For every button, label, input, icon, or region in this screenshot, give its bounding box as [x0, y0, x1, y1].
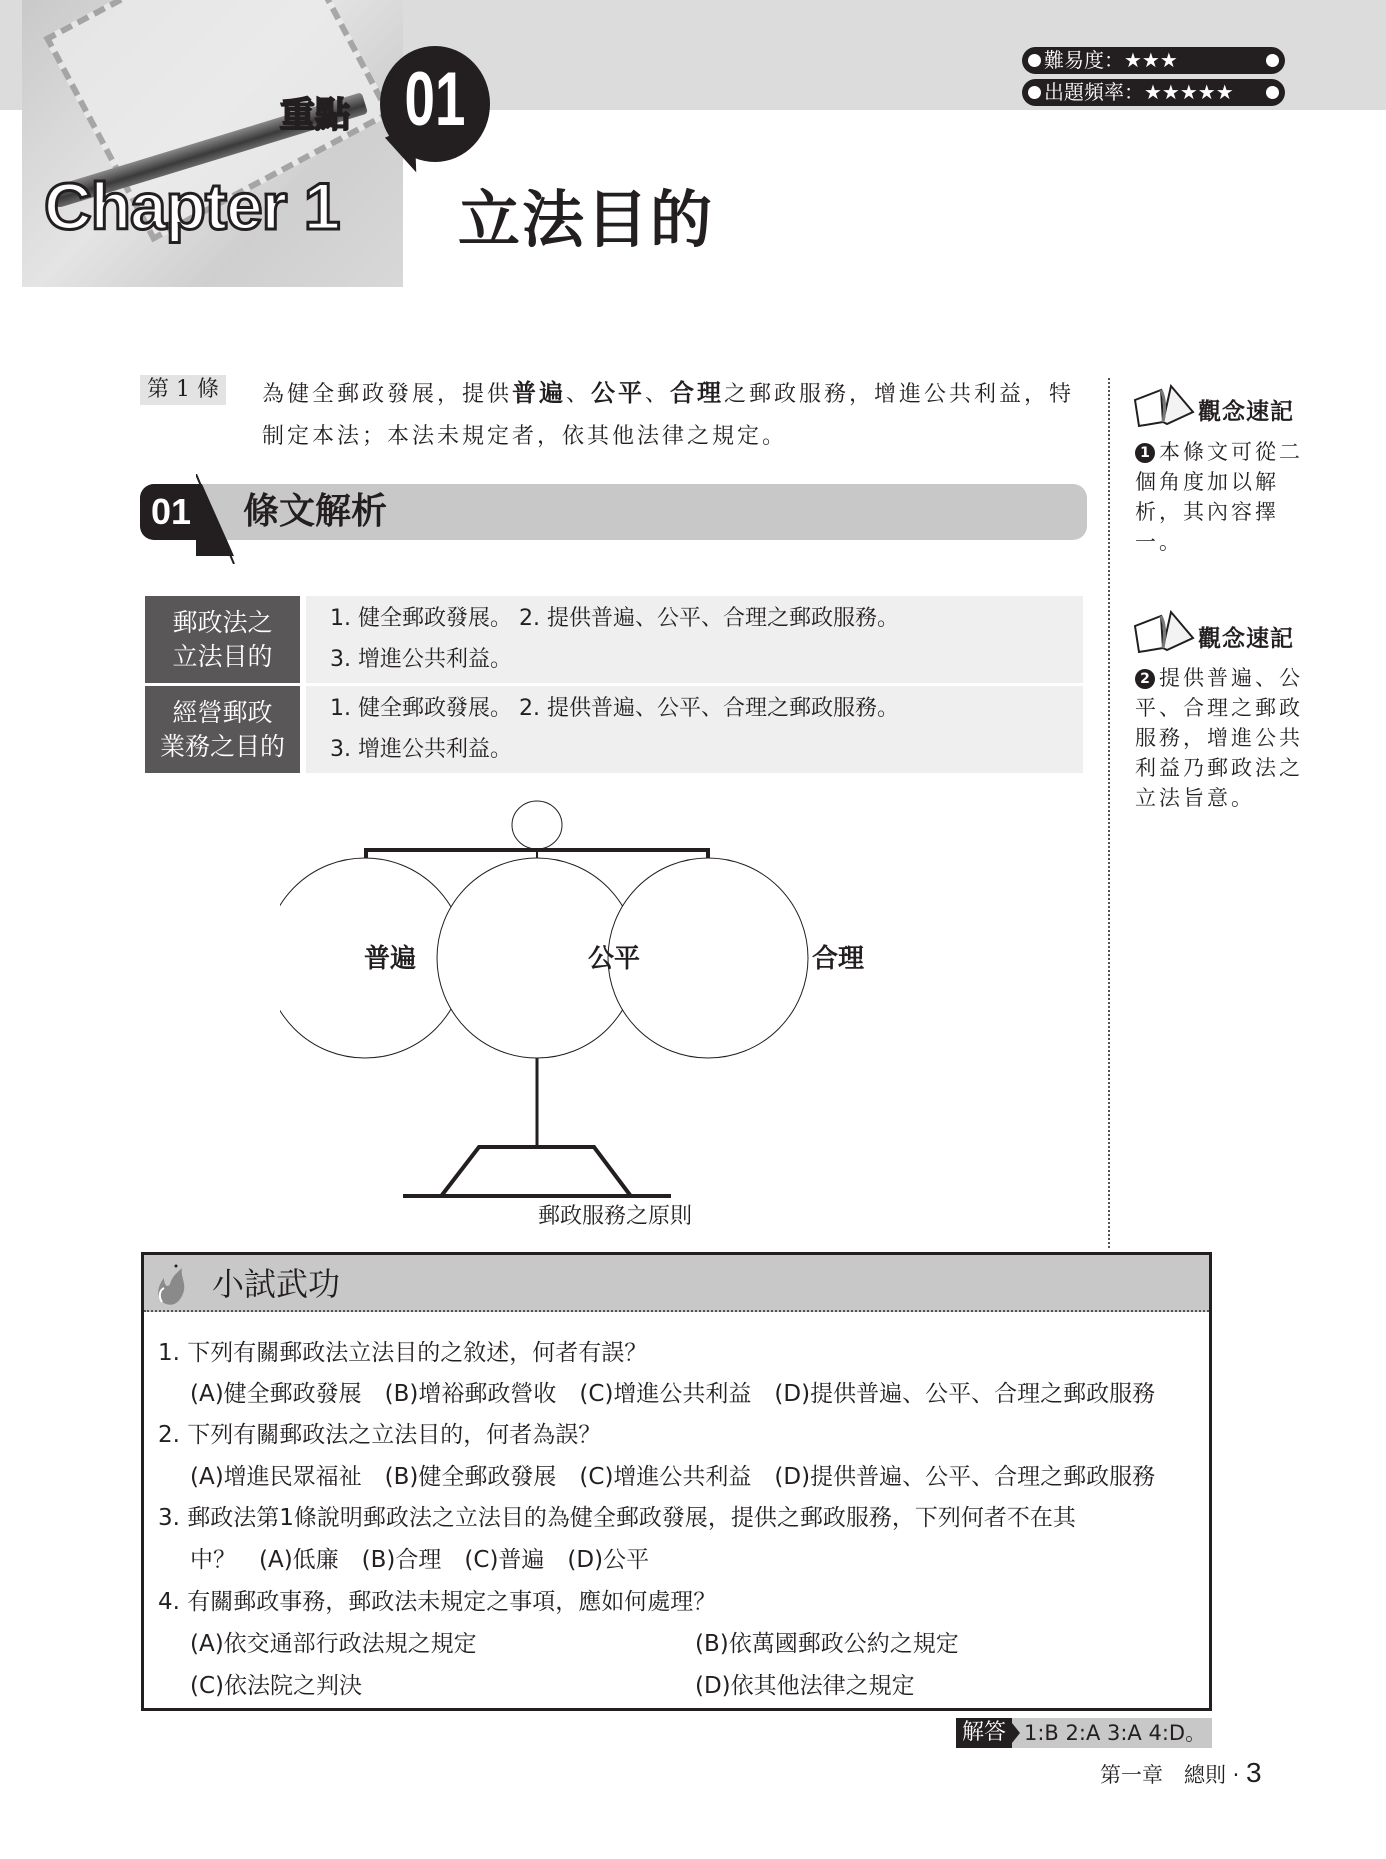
question-text: 3. 郵政法第1條說明郵政法之立法目的為健全郵政發展，提供之郵政服務，下列何者不在其 — [158, 1505, 1076, 1531]
article-text-part: 為健全郵政發展，提供 — [262, 382, 513, 407]
article-separator: 、 — [566, 382, 592, 407]
sidebar-divider — [1108, 378, 1110, 1248]
dot-icon — [1266, 86, 1279, 99]
question-option: (B)依萬國郵政公約之規定 — [695, 1631, 959, 1657]
table-row-header — [145, 596, 300, 683]
circle-label: 合理 — [811, 944, 864, 974]
frequency-badge — [1022, 79, 1285, 106]
question-text: 1. 下列有關郵政法立法目的之敘述，何者有誤？ — [158, 1340, 648, 1366]
section-number: 01 — [140, 484, 202, 540]
page-number: 3 — [1246, 1757, 1262, 1788]
article-keyword: 普遍 — [512, 379, 567, 407]
table-row-header — [145, 686, 300, 773]
dot-icon — [1028, 86, 1041, 99]
section-slash — [196, 474, 236, 564]
quiz-title: 小試武功 — [212, 1265, 341, 1303]
article-keyword: 合理 — [670, 379, 725, 407]
chapter-label: Chapter 1 — [44, 169, 340, 243]
table-row-content — [306, 686, 1083, 773]
frequency-stars: ★★★★★ — [1144, 80, 1234, 104]
tip-body — [1135, 437, 1305, 557]
answer-arrow-icon — [1012, 1723, 1020, 1743]
question-option: (A)依交通部行政法規之規定 — [190, 1631, 477, 1657]
row-content-line: 3. 增進公共利益。 — [330, 737, 512, 762]
question-text: 4. 有關郵政事務，郵政法未規定之事項，應如何處理？ — [158, 1589, 717, 1615]
question-options: (A)健全郵政發展 (B)增裕郵政營收 (C)增進公共利益 (D)提供普遍、公平、合理之郵政服務 — [190, 1381, 1156, 1407]
row-header-line: 立法目的 — [172, 641, 273, 671]
frequency-label: 出題頻率： — [1044, 80, 1144, 104]
row-content-line: 1. 健全郵政發展。 2. 提供普遍、公平、合理之郵政服務。 — [330, 606, 899, 631]
tip-text: 本條文可從二個角度加以解析，其內容擇一。 — [1135, 440, 1303, 554]
open-book-icon — [1133, 608, 1195, 654]
question-option: (C)依法院之判決 — [190, 1673, 363, 1699]
question-option: (D)依其他法律之規定 — [695, 1673, 915, 1699]
article-separator: 、 — [645, 382, 671, 407]
circle-label: 公平 — [587, 944, 640, 974]
page-footer — [1100, 1756, 1262, 1792]
tip-title: 觀念速記 — [1198, 626, 1294, 652]
row-header-line: 郵政法之 — [172, 607, 273, 637]
answer-values: 1:B 2:A 3:A 4:D。 — [1012, 1718, 1212, 1748]
answer-label: 解答 — [956, 1718, 1012, 1748]
row-content-line: 3. 增進公共利益。 — [330, 647, 512, 672]
number-badge-icon: 2 — [1135, 669, 1155, 689]
footer-chapter: 第一章 總則 · — [1100, 1763, 1240, 1787]
number-badge-icon: 1 — [1135, 443, 1155, 463]
circle-label: 普遍 — [363, 944, 416, 974]
article-text-part: 之郵政服務，增進公共利益，特制定本法；本法未規定者，依其他法律之規定。 — [262, 382, 1075, 449]
flame-icon — [152, 1264, 192, 1308]
page-title: 立法目的 — [458, 183, 715, 256]
article-text — [262, 372, 1092, 458]
table-row-content — [306, 596, 1083, 683]
section-title: 條文解析 — [243, 491, 388, 532]
question-options: 中？ (A)低廉 (B)合理 (C)普遍 (D)公平 — [190, 1547, 650, 1573]
tip-title: 觀念速記 — [1198, 399, 1294, 425]
open-book-icon — [1133, 382, 1195, 428]
key-point-number: 01 — [404, 57, 466, 142]
row-content-line: 1. 健全郵政發展。 2. 提供普遍、公平、合理之郵政服務。 — [330, 696, 899, 721]
difficulty-stars: ★★★ — [1124, 48, 1178, 72]
question-options: (A)增進民眾福祉 (B)健全郵政發展 (C)增進公共利益 (D)提供普遍、公平、合理之郵政服務 — [190, 1464, 1156, 1490]
key-point-label: 重點 — [280, 96, 351, 136]
question-text: 2. 下列有關郵政法之立法目的，何者為誤？ — [158, 1422, 602, 1448]
dot-icon — [1028, 54, 1041, 67]
diagram-labels — [281, 780, 961, 1240]
row-header-line: 業務之目的 — [159, 731, 285, 761]
article-keyword: 公平 — [591, 379, 646, 407]
difficulty-badge — [1022, 47, 1285, 74]
diagram-caption: 郵政服務之原則 — [537, 1204, 692, 1229]
article-label: 第 1 條 — [140, 375, 226, 405]
dot-icon — [1266, 54, 1279, 67]
difficulty-label: 難易度： — [1044, 48, 1124, 72]
row-header-line: 經營郵政 — [172, 697, 273, 727]
tip-body — [1135, 663, 1305, 813]
tip-text: 提供普遍、公平、合理之郵政服務，增進公共利益乃郵政法之立法旨意。 — [1135, 666, 1303, 810]
